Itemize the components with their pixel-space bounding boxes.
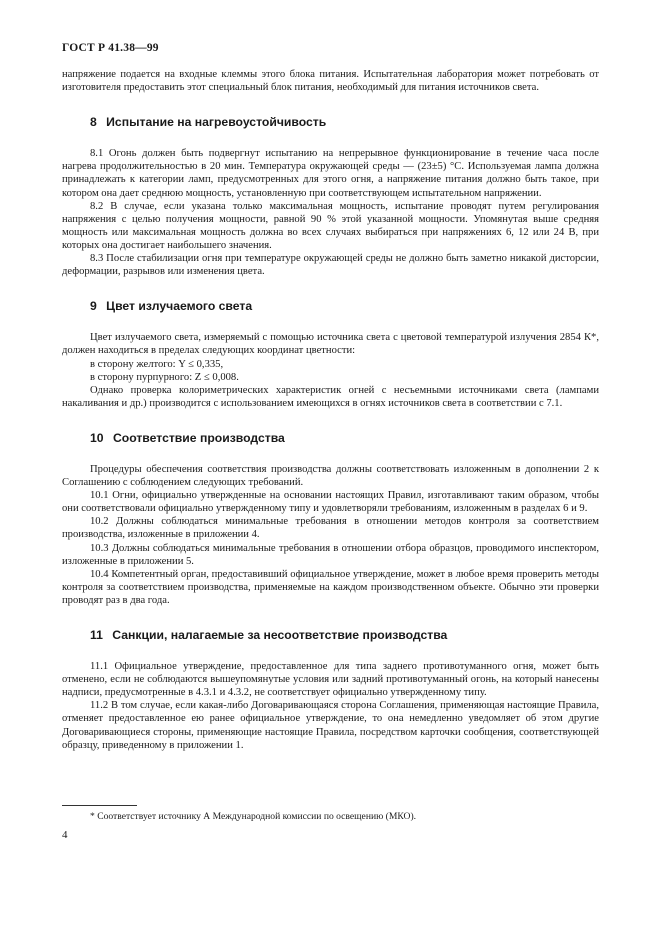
paragraph-8-3: 8.3 После стабилизации огня при температуре окружающей среды не должно быть заметно никакой дисторсии, деформации, разрывов или изменения цвета. [62,253,599,278]
document-header: ГОСТ Р 41.38—99 [62,42,159,54]
footnote: * Соответствует источнику А Международной комиссии по освещению (МКО). [90,811,417,822]
section-title: Испытание на нагревоустойчивость [106,115,327,130]
document-body [62,68,599,752]
paragraph-9-yellow: в сторону желтого: Y ≤ 0,335, [90,358,224,370]
section-11-heading [90,629,599,642]
section-number: 10 [90,430,104,445]
paragraph-10-intro: Процедуры обеспечения соответствия производства должны соответствовать изложенным в дополнении 2 к Соглашению с соблюдением следующих требований. [62,463,599,489]
section-number: 8 [90,115,97,130]
section-title: Соответствие производства [112,430,285,445]
paragraph-8-2: 8.2 В случае, если указана только максимальная мощность, испытание проводят путем регулирования напряжения с целью получения мощности, равной 90 % этой указанной мощности. Упомянутая выше средняя мощность или максимальная мощность должна во всех случаях выбираться при напряжениях 6, 12 или 24 В, при которых она достигает наибольшего значения. [62,200,599,251]
paragraph-11-1: 11.1 Официальное утверждение, предоставленное для типа заднего противотуманного огня, может быть отменено, если не соблюдаются вышеупомянутые условия или задний противотуманный огонь, на который нанесены надписи, предусмотренные в 4.3.1 и 4.3.2, не соответствует официально утвержденному типу. [62,661,599,699]
footnote-divider [62,805,137,806]
section-number: 11 [90,628,103,642]
section-10-heading [90,432,599,445]
section-8-heading [90,116,599,129]
paragraph-8-1: 8.1 Огонь должен быть подвергнут испытанию на непрерывное функционирование в течение часа после нагрева продолжительностью в 20 мин. Температура окружающей среды — (23±5) °С. Используемая лампа должна принадлежать к категории ламп, предусмотренных для этого огня, а напряжение питания должно быть такое, при котором она дает среднюю мощность, установленную при соответствующем испытательном напряжении. [62,148,599,199]
paragraph-10-2: 10.2 Должны соблюдаться минимальные требования в отношении методов контроля за соответствием производства, изложенные в приложении 4. [62,516,599,541]
paragraph-10-4: 10.4 Компетентный орган, предоставивший официальное утверждение, может в любое время проверить методы контроля за соответствием производства, применяемые на каждом производственном объекте. Обычно эти проверки проводят раз в два года. [62,568,599,606]
section-title: Цвет излучаемого света [106,299,253,314]
paragraph-11-2: 11.2 В том случае, если какая-либо Договаривающаяся сторона Соглашения, применяющая настоящие Правила, отменяет предоставленное ею ранее официальное утверждение, то она немедленно уведомляет об этом другие Договаривающиеся стороны, применяющие настоящие Правила, посредством карточки сообщения, соответствующей образцу, приведенному в приложении 1. [62,700,599,751]
paragraph-9-note: Однако проверка колориметрических характеристик огней с несъемными источниками света (лампами накаливания и др.) производится с использованием имеющихся в огнях источников света в соответствии с 7.1. [62,384,599,409]
section-9-heading [90,300,599,313]
paragraph-9-purple: в сторону пурпурного: Z ≤ 0,008. [90,371,239,383]
paragraph-10-3: 10.3 Должны соблюдаться минимальные требования в отношении отбора образцов, проводимого инспектором, изложенные в приложении 5. [62,542,599,567]
section-number: 9 [90,299,97,314]
intro-paragraph: напряжение подается на входные клеммы этого блока питания. Испытательная лаборатория может потребовать от изготовителя предоставить этот специальный блок питания, необходимый для питания источников света. [62,69,599,94]
paragraph-9-intro: Цвет излучаемого света, измеряемый с помощью источника света с цветовой температурой излучения 2854 К*, должен находиться в пределах следующих координат цветности: [62,332,599,357]
page-number: 4 [62,829,68,841]
section-title: Санкции, налагаемые за несоответствие производства [112,628,448,642]
paragraph-10-1: 10.1 Огни, официально утвержденные на основании настоящих Правил, изготавливают таким образом, чтобы они соответствовали официально утвержденному типу и удовлетворяли требованиям, изложенным в разделах 6 и 9. [62,490,599,515]
